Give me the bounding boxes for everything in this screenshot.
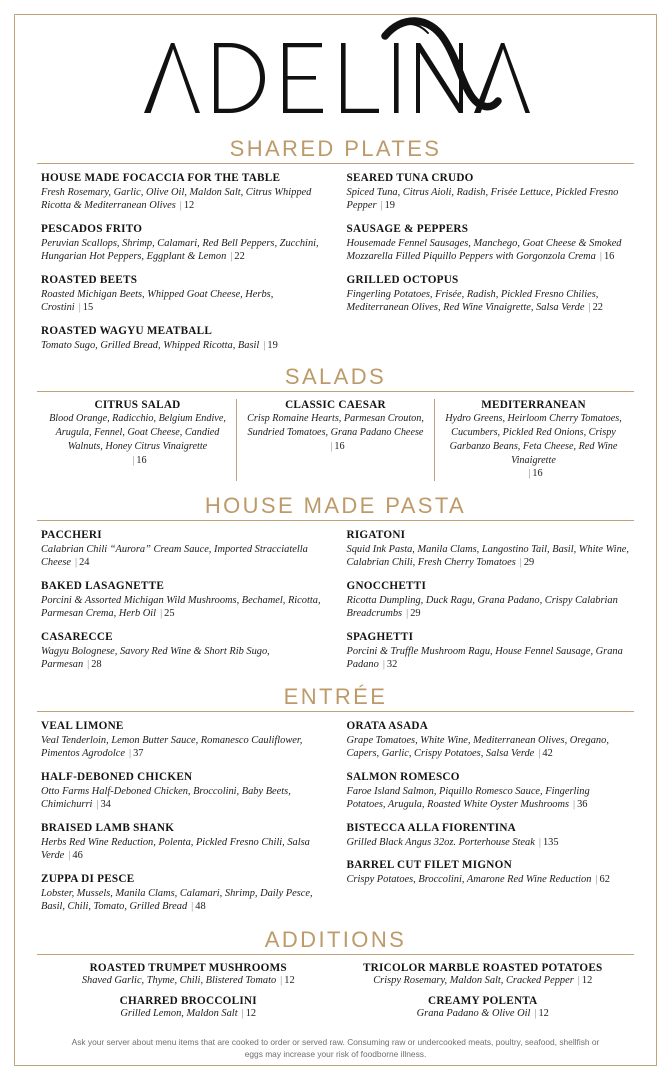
- price-separator: |: [538, 836, 541, 848]
- menu-item[interactable]: [41, 719, 325, 761]
- item-name: ORATA ASADA: [346, 720, 429, 733]
- item-name: ZUPPA DI PESCE: [41, 873, 135, 886]
- item-description: Calabrian Chili “Aurora” Cream Sauce, Imported Stracciatella Cheese | 24: [41, 543, 308, 569]
- section-divider: [37, 391, 634, 392]
- item-name: SALMON ROMESCO: [346, 771, 460, 784]
- menu-item[interactable]: [347, 579, 631, 621]
- pasta-left-column: [41, 528, 325, 672]
- item-price: 12: [183, 200, 195, 212]
- menu-item[interactable]: [41, 995, 336, 1021]
- section-house-made-pasta: [31, 492, 640, 672]
- item-description: Porcini & Truffle Mushroom Ragu, House Fennel Sausage, Grana Padano | 32: [346, 645, 623, 671]
- additions-left-column: [41, 962, 336, 1027]
- item-description: Fingerling Potatoes, Frisée, Radish, Pickled Fresno Chilies, Mediterranean Olives, Red Wine Vinaigrette, Salsa Verde | 22: [346, 288, 603, 314]
- item-description: Squid Ink Pasta, Manila Clams, Langostino Tail, Basil, White Wine, Calabrian Chili, Fresh Cherry Tomatoes | 29: [346, 543, 629, 569]
- entree-left-column: [41, 719, 325, 914]
- item-price-line: [443, 467, 624, 481]
- item-price: 12: [581, 975, 593, 987]
- menu-item[interactable]: [41, 528, 325, 570]
- section-entree: [31, 683, 640, 914]
- price-separator: |: [160, 608, 163, 620]
- item-price: 48: [195, 901, 206, 913]
- price-separator: |: [595, 873, 598, 885]
- section-divider: [37, 954, 634, 955]
- item-price: 29: [523, 557, 535, 569]
- menu-item[interactable]: [347, 528, 631, 570]
- price-separator: |: [263, 339, 266, 351]
- item-price: 19: [267, 339, 278, 351]
- section-salads: [31, 363, 640, 481]
- section-shared-plates: [31, 135, 640, 352]
- item-name: HOUSE MADE FOCACCIA FOR THE TABLE: [41, 172, 281, 185]
- menu-item[interactable]: [41, 171, 325, 213]
- price-separator: |: [75, 557, 78, 569]
- menu-item[interactable]: [347, 821, 631, 849]
- additions-right-column: [336, 962, 631, 1027]
- price-separator: |: [599, 251, 602, 263]
- price-separator: |: [68, 850, 71, 862]
- item-name: ROASTED TRUMPET MUSHROOMS: [89, 962, 287, 975]
- section-title: ADDITIONS: [264, 927, 407, 953]
- menu-item[interactable]: [41, 324, 325, 352]
- item-description: Fresh Rosemary, Garlic, Olive Oil, Maldon Salt, Citrus Whipped Ricotta & Mediterranean Olives | 12: [41, 186, 312, 212]
- item-name: SPAGHETTI: [346, 631, 414, 644]
- menu-item[interactable]: [347, 719, 631, 761]
- item-price: 16: [532, 468, 543, 480]
- item-price: 12: [245, 1007, 257, 1019]
- menu-item[interactable]: [347, 171, 631, 213]
- item-price: 16: [334, 440, 345, 452]
- section-title: SALADS: [284, 364, 387, 390]
- item-name: PACCHERI: [41, 529, 102, 542]
- section-divider: [37, 520, 634, 521]
- price-separator: |: [230, 251, 233, 263]
- item-price: 16: [136, 454, 147, 466]
- price-separator: |: [96, 799, 99, 811]
- price-separator: |: [528, 468, 531, 480]
- item-price-line: [245, 440, 426, 454]
- item-price: 22: [592, 302, 603, 314]
- item-description: Grana Padano & Olive Oil | 12: [416, 1007, 549, 1019]
- price-separator: |: [577, 975, 580, 987]
- item-price: 29: [410, 608, 421, 620]
- item-description: Shaved Garlic, Thyme, Chili, Blistered Tomato | 12: [81, 975, 295, 987]
- item-description: Herbs Red Wine Reduction, Polenta, Pickled Fresno Chili, Salsa Verde | 46: [41, 836, 310, 862]
- item-price: 19: [384, 200, 395, 212]
- item-name: GNOCCHETTI: [346, 580, 427, 593]
- menu-item[interactable]: [41, 273, 325, 315]
- section-title: SHARED PLATES: [229, 136, 442, 161]
- menu-item[interactable]: [347, 273, 631, 315]
- shared-plates-right-column: [347, 171, 631, 352]
- item-description: Blood Orange, Radicchio, Belgium Endive, Arugula, Fennel, Goat Cheese, Candied Walnuts, Honey Citrus Vinaigrette: [49, 413, 226, 452]
- menu-item[interactable]: [41, 962, 336, 988]
- item-name: CREAMY POLENTA: [428, 994, 538, 1007]
- section-divider: [37, 163, 634, 164]
- item-name: BISTECCA ALLA FIORENTINA: [346, 822, 517, 835]
- item-name: HALF-DEBONED CHICKEN: [41, 771, 193, 784]
- item-price: 28: [91, 659, 102, 671]
- item-price: 32: [386, 659, 398, 671]
- menu-item[interactable]: [336, 962, 631, 988]
- item-price: 34: [100, 799, 111, 811]
- item-description: Porcini & Assorted Michigan Wild Mushrooms, Bechamel, Ricotta, Parmesan Crema, Herb Oil | 25: [41, 594, 321, 620]
- item-name: BARREL CUT FILET MIGNON: [346, 859, 512, 872]
- item-description: Grilled Black Angus 32oz. Porterhouse Steak | 135: [346, 836, 559, 848]
- item-name: BRAISED LAMB SHANK: [41, 822, 175, 835]
- price-separator: |: [179, 200, 182, 212]
- item-name: GRILLED OCTOPUS: [346, 274, 459, 287]
- price-separator: |: [380, 200, 383, 212]
- item-name: MEDITERRANEAN: [481, 399, 586, 412]
- menu-item[interactable]: [336, 995, 631, 1021]
- price-separator: |: [573, 799, 576, 811]
- item-description: Lobster, Mussels, Manila Clams, Calamari, Shrimp, Daily Pesce, Basil, Chili, Tomato, Grilled Bread | 48: [41, 887, 313, 913]
- menu-item[interactable]: [347, 630, 631, 672]
- item-description: Hydro Greens, Heirloom Cherry Tomatoes, Cucumbers, Pickled Red Onions, Crispy Garbanzo Beans, Feta Cheese, Red Wine Vinaigrette: [445, 413, 622, 466]
- item-price: 37: [133, 748, 144, 760]
- price-separator: |: [132, 454, 135, 466]
- item-price: 46: [72, 850, 83, 862]
- section-additions: [31, 926, 640, 1027]
- section-divider: [37, 711, 634, 712]
- item-price: 22: [234, 251, 245, 263]
- item-price: 25: [164, 608, 175, 620]
- item-price: 135: [542, 836, 559, 848]
- price-separator: |: [588, 302, 591, 314]
- item-description: Veal Tenderloin, Lemon Butter Sauce, Romanesco Cauliflower, Pimentos Agrodolce | 37: [41, 734, 303, 760]
- item-description: Ricotta Dumpling, Duck Ragu, Grana Padano, Crispy Calabrian Breadcrumbs | 29: [346, 594, 618, 620]
- menu-item[interactable]: [41, 630, 325, 672]
- section-title: ENTRÉE: [283, 684, 388, 710]
- item-name: CHARRED BROCCOLINI: [119, 994, 257, 1007]
- item-description: Crispy Rosemary, Maldon Salt, Cracked Pepper | 12: [373, 975, 593, 987]
- menu-item[interactable]: [39, 399, 236, 481]
- item-name: ROASTED WAGYU MEATBALL: [41, 325, 213, 337]
- item-price: 12: [284, 975, 295, 987]
- menu-item[interactable]: [347, 222, 631, 264]
- adelina-logotype: [126, 17, 546, 129]
- item-description: Tomato Sugo, Grilled Bread, Whipped Ricotta, Basil | 19: [41, 339, 278, 351]
- price-separator: |: [538, 748, 541, 760]
- item-price: 15: [82, 302, 94, 314]
- item-price: 42: [542, 748, 553, 760]
- item-description: Spiced Tuna, Citrus Aioli, Radish, Frisée Lettuce, Pickled Fresno Pepper | 19: [346, 186, 619, 212]
- item-name: PESCADOS FRITO: [41, 223, 143, 236]
- price-separator: |: [78, 302, 81, 314]
- item-name: TRICOLOR MARBLE ROASTED POTATOES: [362, 962, 603, 975]
- item-name: SAUSAGE & PEPPERS: [346, 223, 469, 236]
- menu-item[interactable]: [41, 872, 325, 914]
- item-name: CASARECCE: [41, 631, 113, 644]
- item-name: ROASTED BEETS: [41, 274, 138, 287]
- menu-item[interactable]: [236, 399, 434, 481]
- item-description: Wagyu Bolognese, Savory Red Wine & Short Rib Sugo, Parmesan | 28: [41, 645, 270, 671]
- menu-item[interactable]: [347, 770, 631, 812]
- menu-item[interactable]: [41, 222, 325, 264]
- item-description: Housemade Fennel Sausages, Manchego, Goat Cheese & Smoked Mozzarella Filled Piquillo Peppers with Gorgonzola Crema | 16: [346, 237, 622, 263]
- item-description: Grilled Lemon, Maldon Salt | 12: [120, 1007, 257, 1019]
- item-description: Roasted Michigan Beets, Whipped Goat Cheese, Herbs, Crostini | 15: [41, 288, 274, 314]
- restaurant-logo: [31, 15, 640, 133]
- menu-frame: [14, 14, 657, 1066]
- menu-item[interactable]: [41, 821, 325, 863]
- price-separator: |: [191, 901, 194, 913]
- price-separator: |: [534, 1007, 537, 1019]
- allergen-disclaimer: Ask your server about menu items that are cooked to order or served raw. Consuming raw or undercooked meats, poultry, seafood, shellfish or eggs may increase your risk of foodborne illness.: [71, 1037, 600, 1060]
- entree-right-column: [347, 719, 631, 914]
- item-description: Crispy Potatoes, Broccolini, Amarone Red Wine Reduction | 62: [346, 873, 610, 885]
- item-description: Crisp Romaine Hearts, Parmesan Crouton, Sundried Tomatoes, Grana Padano Cheese: [247, 413, 424, 439]
- item-price: 62: [599, 873, 610, 885]
- price-separator: |: [128, 748, 132, 760]
- item-price: 24: [79, 557, 90, 569]
- menu-item[interactable]: [41, 770, 325, 812]
- item-name: BAKED LASAGNETTE: [41, 580, 165, 593]
- section-title: HOUSE MADE PASTA: [204, 493, 467, 519]
- price-separator: |: [330, 440, 333, 452]
- item-price-line: [47, 454, 228, 468]
- price-separator: |: [406, 608, 409, 620]
- shared-plates-left-column: [41, 171, 325, 352]
- price-separator: |: [241, 1007, 244, 1019]
- item-price: 16: [603, 251, 615, 263]
- item-description: Otto Farms Half-Deboned Chicken, Broccolini, Baby Beets, Chimichurri | 34: [41, 785, 291, 811]
- item-description: Grape Tomatoes, White Wine, Mediterranean Olives, Oregano, Capers, Garlic, Crispy Potatoes, Salsa Verde | 42: [346, 734, 609, 760]
- price-separator: |: [87, 659, 90, 671]
- item-name: CLASSIC CAESAR: [285, 399, 386, 412]
- item-price: 12: [538, 1007, 549, 1019]
- item-price: 36: [577, 799, 588, 811]
- item-name: CITRUS SALAD: [94, 399, 181, 412]
- item-name: RIGATONI: [346, 529, 406, 542]
- item-description: Faroe Island Salmon, Piquillo Romesco Sauce, Fingerling Potatoes, Arugula, Roasted White Oyster Mushrooms | 36: [346, 785, 590, 811]
- pasta-right-column: [347, 528, 631, 672]
- menu-item[interactable]: [347, 858, 631, 886]
- item-description: Peruvian Scallops, Shrimp, Calamari, Red Bell Peppers, Zucchini, Hungarian Hot Peppers, Eggplant & Lemon | 22: [41, 237, 319, 263]
- price-separator: |: [519, 557, 522, 569]
- menu-item[interactable]: [41, 579, 325, 621]
- menu-item[interactable]: [434, 399, 632, 481]
- price-separator: |: [382, 659, 385, 671]
- price-separator: |: [280, 975, 283, 987]
- item-name: SEARED TUNA CRUDO: [346, 172, 474, 185]
- item-name: VEAL LIMONE: [41, 720, 124, 733]
